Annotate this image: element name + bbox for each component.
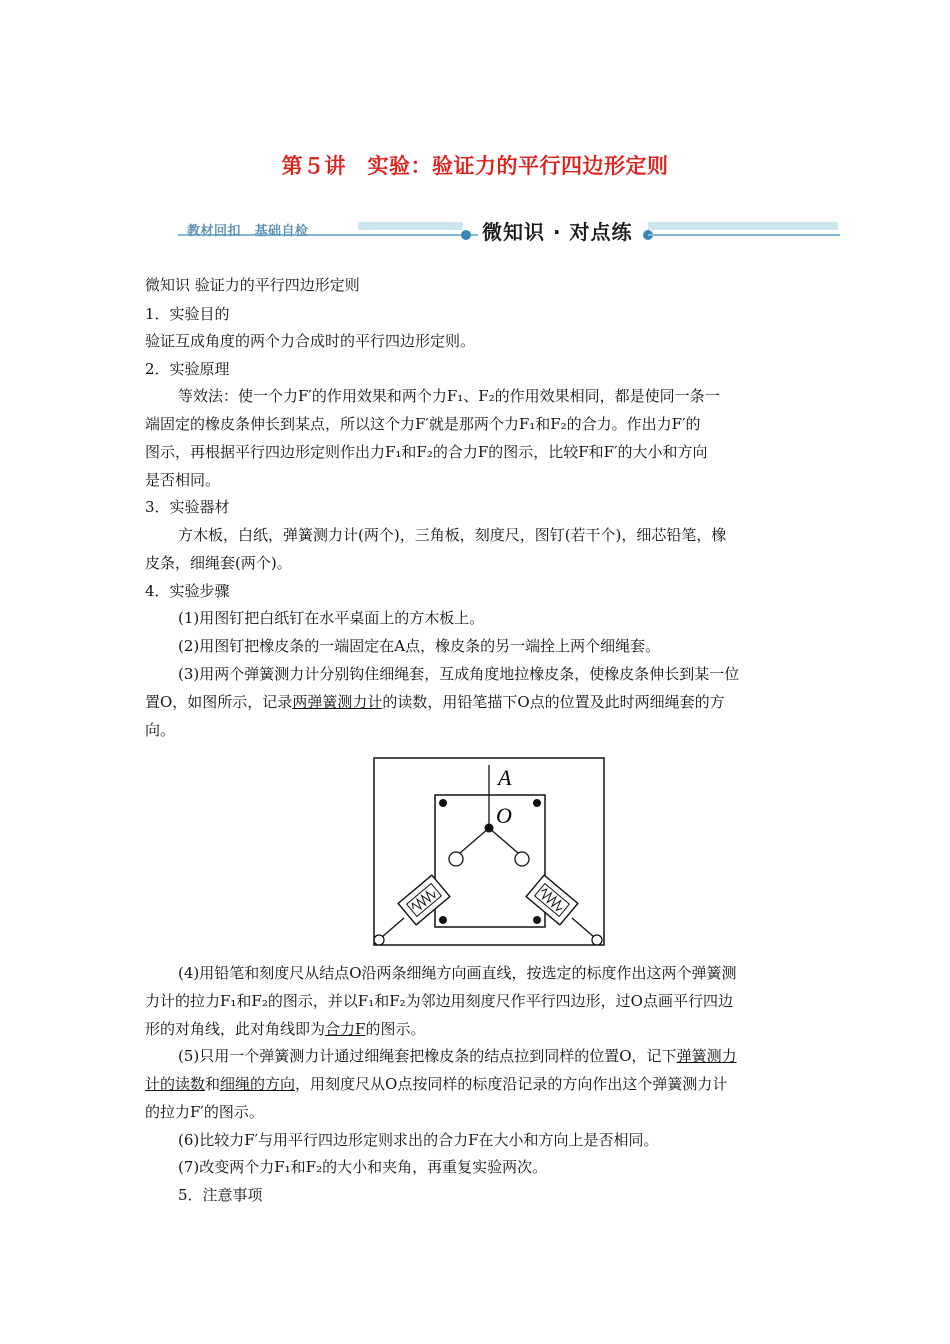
text-span: 的读数，用铅笔描下O点的位置及此时两细绳套的方 [382, 693, 725, 711]
underlined-term: 计的读数 [145, 1075, 206, 1093]
text-line: 力计的拉力F₁和F₂的图示，并以F₁和F₂为邻边用刻度尺作平行四边形，过O点画平行四边 [145, 992, 733, 1010]
text-line [178, 1046, 737, 1066]
section-heading: 4．实验步骤 [145, 582, 230, 600]
underlined-term: 细绳的方向 [220, 1075, 296, 1093]
text-span: 置O，如图所示，记录 [145, 693, 293, 711]
text-line [145, 1074, 727, 1094]
text-span: 的图示。 [365, 1020, 426, 1038]
text-line: 方木板，白纸，弹簧测力计(两个)，三角板，刻度尺，图钉(若干个)，细芯铅笔，橡 [178, 526, 727, 544]
page-title: 第５讲 实验：验证力的平行四边形定则 [281, 154, 669, 178]
label-o: O [496, 803, 512, 828]
underlined-term: 两弹簧测力计 [292, 693, 383, 711]
text-line: (6)比较力F′与用平行四边形定则求出的合力F在大小和方向上是否相同。 [178, 1131, 659, 1149]
text-span: (5)只用一个弹簧测力计通过细绳套把橡皮条的结点拉到同样的位置O，记下 [178, 1047, 677, 1065]
text-line [145, 692, 725, 712]
text-line: 图示，再根据平行四边形定则作出力F₁和F₂的合力F的图示，比较F和F′的大小和方向 [145, 443, 708, 461]
text-line: (1)用图钉把白纸钉在水平桌面上的方木板上。 [178, 609, 485, 627]
text-line: 等效法：使一个力F′的作用效果和两个力F₁、F₂的作用效果相同，都是使同一条一 [178, 387, 720, 405]
text-span: 和 [205, 1075, 221, 1093]
text-span: ，用刻度尺从O点按同样的标度沿记录的方向作出这个弹簧测力计 [295, 1075, 728, 1093]
text-line [145, 1019, 425, 1039]
text-line: 验证互成角度的两个力合成时的平行四边形定则。 [145, 332, 476, 350]
banner-left-label: 教材回扣 基础自检 [187, 224, 309, 239]
section-heading: 5．注意事项 [178, 1186, 263, 1204]
text-span: 形的对角线，此对角线即为 [145, 1020, 326, 1038]
text-line: (4)用铅笔和刻度尺从结点O沿两条细绳方向画直线，按选定的标度作出这两个弹簧测 [178, 964, 737, 982]
underlined-term: 合力F [325, 1020, 366, 1038]
text-line: 是否相同。 [145, 471, 221, 489]
section-banner [178, 208, 840, 248]
text-line: 向。 [145, 721, 176, 739]
banner-right-label: 微知识 · 对点练 [482, 220, 633, 244]
text-line: 端固定的橡皮条伸长到某点，所以这个力F′就是那两个力F₁和F₂的合力。作出力F′的 [145, 415, 701, 433]
experiment-figure [352, 755, 622, 955]
text-line: (3)用两个弹簧测力计分别钩住细绳套，互成角度地拉橡皮条，使橡皮条伸长到某一位 [178, 665, 740, 683]
section-heading: 2．实验原理 [145, 360, 230, 378]
label-a: A [498, 765, 512, 790]
section-heading: 3．实验器材 [145, 498, 230, 516]
section-heading: 1．实验目的 [145, 305, 230, 323]
text-line: 微知识 验证力的平行四边形定则 [145, 276, 360, 294]
text-line: 的拉力F′的图示。 [145, 1103, 264, 1121]
text-line: (7)改变两个力F₁和F₂的大小和夹角，再重复实验两次。 [178, 1158, 548, 1176]
text-line: (2)用图钉把橡皮条的一端固定在A点，橡皮条的另一端拴上两个细绳套。 [178, 637, 661, 655]
underlined-term: 弹簧测力 [676, 1047, 737, 1065]
text-line: 皮条，细绳套(两个)。 [145, 554, 292, 572]
